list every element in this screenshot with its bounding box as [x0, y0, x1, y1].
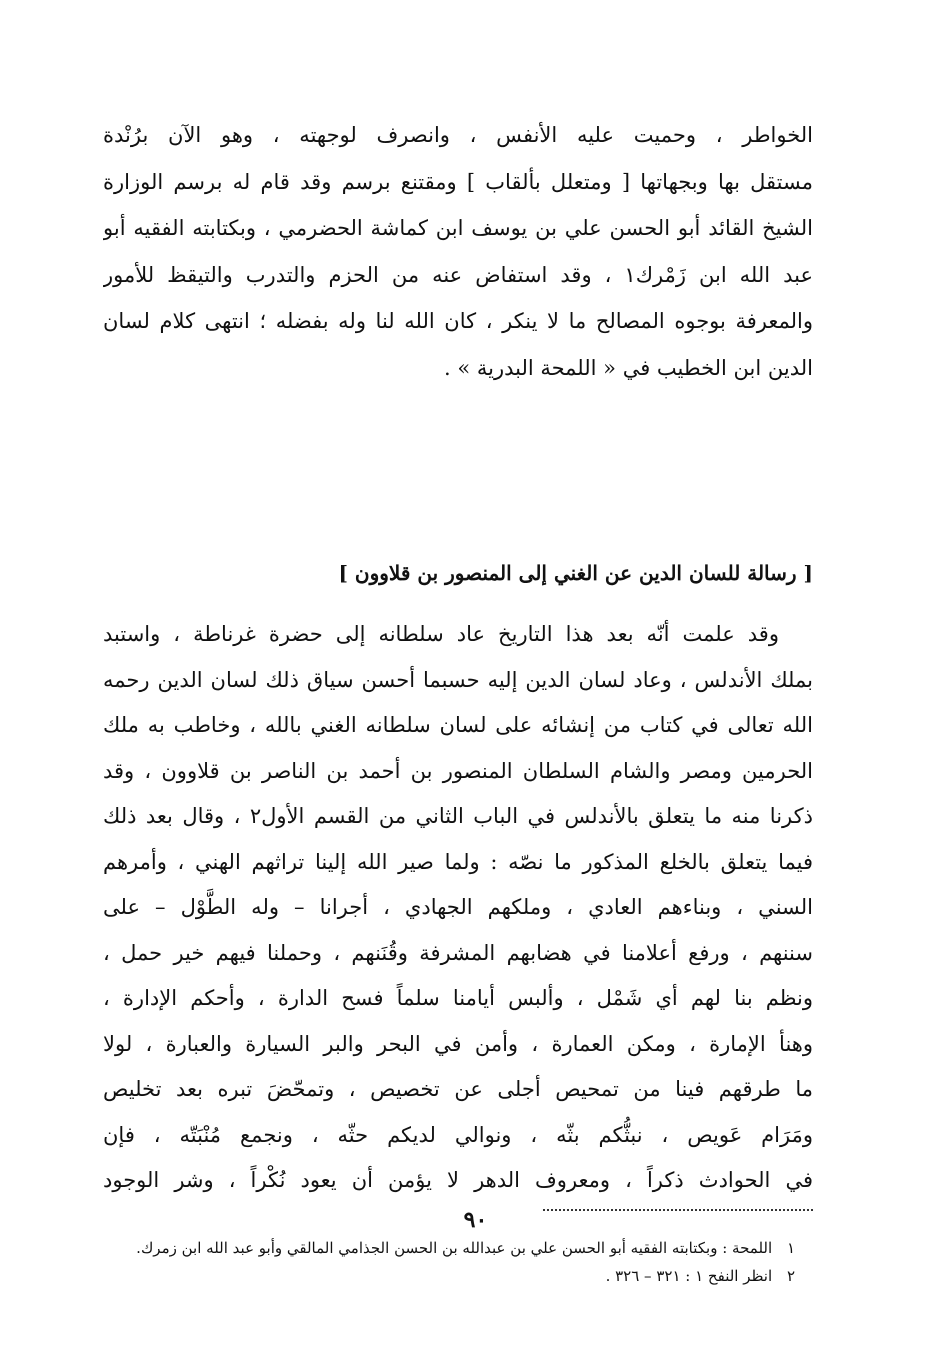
text-line: عبد الله ابن زَمْرك١ ، وقد استفاض عنه من الحزم والتدرب والتيقظ للأمور [103, 262, 813, 287]
page-number: ٩٠ [463, 1207, 488, 1233]
footnotes [103, 1234, 795, 1290]
text-line: الله تعالى في كتاب من إنشائه على لسان سلطانه الغني بالله ، وخاطب به ملك [103, 713, 813, 737]
text-line: والمعرفة بوجوه المصالح ما لا ينكر ، كان الله لنا وله بفضله ؛ انتهى كلام لسان [103, 309, 813, 333]
footnote-item [103, 1262, 795, 1290]
section-heading: [ رسالة للسان الدين عن الغني إلى المنصور بن قلاوون ] [338, 561, 813, 585]
text-line: وقد علمت أنّه بعد هذا التاريخ عاد سلطانه إلى حضرة غرناطة ، واستبد [103, 622, 779, 646]
text-line: الحرمين ومصر والشام السلطان المنصور بن أحمد بن الناصر بن قلاوون ، وقد [103, 758, 813, 783]
text-line: بملك الأندلس ، وعاد لسان الدين إليه حسبما أحسن سياق ذلك لسان الدين رحمه [103, 667, 813, 692]
footnote-text: انظر النفح ١ : ٣٢١ – ٣٢٦ . [605, 1267, 773, 1285]
text-line: الشيخ القائد أبو الحسن علي بن يوسف ابن كماشة الحضرمي ، وبكتابته الفقيه أبو [103, 216, 813, 240]
text-line: سننهم ، ورفع أعلامنا في هضابهم المشرفة وقُنَنهم ، وحملنا فيهم خير حمل ، [103, 940, 813, 965]
text-line: مستقل بها وبجهاتها [ ومتعلل بألقاب ] ومقتنع برسم وقد قام له برسم الوزارة [103, 169, 813, 194]
text-line: ما طرقهم فينا من تمحيص أجلى عن تخصيص ، وتمحّضَ تبره بعد تخليص [103, 1077, 813, 1101]
text-line: الخواطر ، وحميت عليه الأنفس ، وانصرف لوجهته ، وهو الآن برُنْدة [103, 123, 813, 147]
text-line: في الحوادث ذكراً ، ومعروف الدهر لا يؤمن أن يعود نُكْراً ، وشر الوجود [103, 1168, 813, 1192]
footnote-number: ٢ [786, 1267, 795, 1285]
footnote-text: اللمحة : وبكتابته الفقيه أبو الحسن علي بن عبدالله بن الحسن الجذامي المالقي وأبو عبد الله ابن زمرك. [136, 1239, 773, 1257]
paragraph-continuation [103, 112, 813, 391]
text-line: ومَرَام عَويص ، نبثُّكم بثّه ، ونوالي لديكم حثّه ، ونجمع مُنْبَتّه ، فإن [103, 1122, 813, 1147]
text-line: ذكرنا منه ما يتعلق بالأندلس في الباب الثاني من القسم الأول٢ ، وقال بعد ذلك [103, 804, 813, 828]
text-line: وهنأ الإمارة ، ومكن العمارة ، وأمن في البحر والبر السيارة والعبارة ، لولا [103, 1031, 813, 1056]
footnote-number: ١ [786, 1239, 795, 1257]
text-line: ونظم بنا لهم أي شَمْل ، وألبس أيامنا سلماً فسح الدارة ، وأحكم الإدارة ، [103, 986, 813, 1010]
text-line: السني ، وبناءهم العادي ، وملكهم الجهادي ، أجرانا – وله الطَّوْل – على [103, 895, 813, 919]
paragraph-main [103, 612, 813, 1204]
text-line: فيما يتعلق بالخلع المذكور ما نصّه : ولما صير الله إلينا تراثهم الهني ، وأمرهم [103, 849, 813, 874]
footnote-item [103, 1234, 795, 1262]
text-line: الدين ابن الخطيب في « اللمحة البدرية » . [443, 355, 813, 380]
